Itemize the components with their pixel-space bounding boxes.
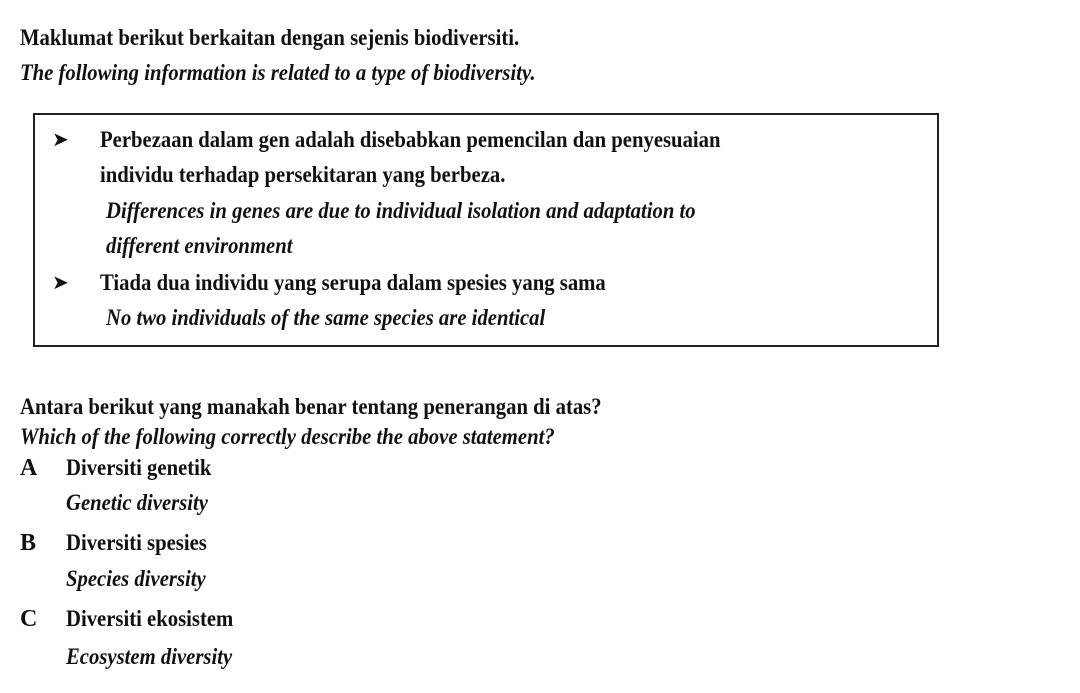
option-c-letter[interactable]: C [20,606,38,632]
question-english: Which of the following correctly describe the above statement? [20,424,555,449]
question-malay: Antara berikut yang manakah benar tentang penerangan di atas? [20,394,602,419]
intro-english: The following information is related to a type of biodiversity. [20,60,536,85]
bullet-1-malay-line-1: Perbezaan dalam gen adalah disebabkan pemencilan dan penyesuaian [100,127,721,152]
bullet-1-english-line-1: Differences in genes are due to individual isolation and adaptation to [106,198,696,223]
option-c-malay[interactable]: Diversiti ekosistem [66,606,234,631]
bullet-1-malay-line-2: individu terhadap persekitaran yang berbeza. [100,162,506,187]
arrowhead-icon: ➤ [52,272,69,294]
option-b-malay[interactable]: Diversiti spesies [66,530,207,555]
bullet-1-english-line-2: different environment [106,233,293,258]
arrowhead-icon: ➤ [52,129,69,151]
bullet-2-malay: Tiada dua individu yang serupa dalam spesies yang sama [100,270,606,295]
option-c-english[interactable]: Ecosystem diversity [66,644,233,669]
intro-malay: Maklumat berikut berkaitan dengan sejenis biodiversiti. [20,25,520,50]
bullet-2-english: No two individuals of the same species are identical [106,305,546,330]
option-a-english[interactable]: Genetic diversity [66,490,208,515]
option-b-english[interactable]: Species diversity [66,566,206,591]
option-a-letter[interactable]: A [20,455,38,481]
option-a-malay[interactable]: Diversiti genetik [66,455,212,480]
option-b-letter[interactable]: B [20,530,37,556]
